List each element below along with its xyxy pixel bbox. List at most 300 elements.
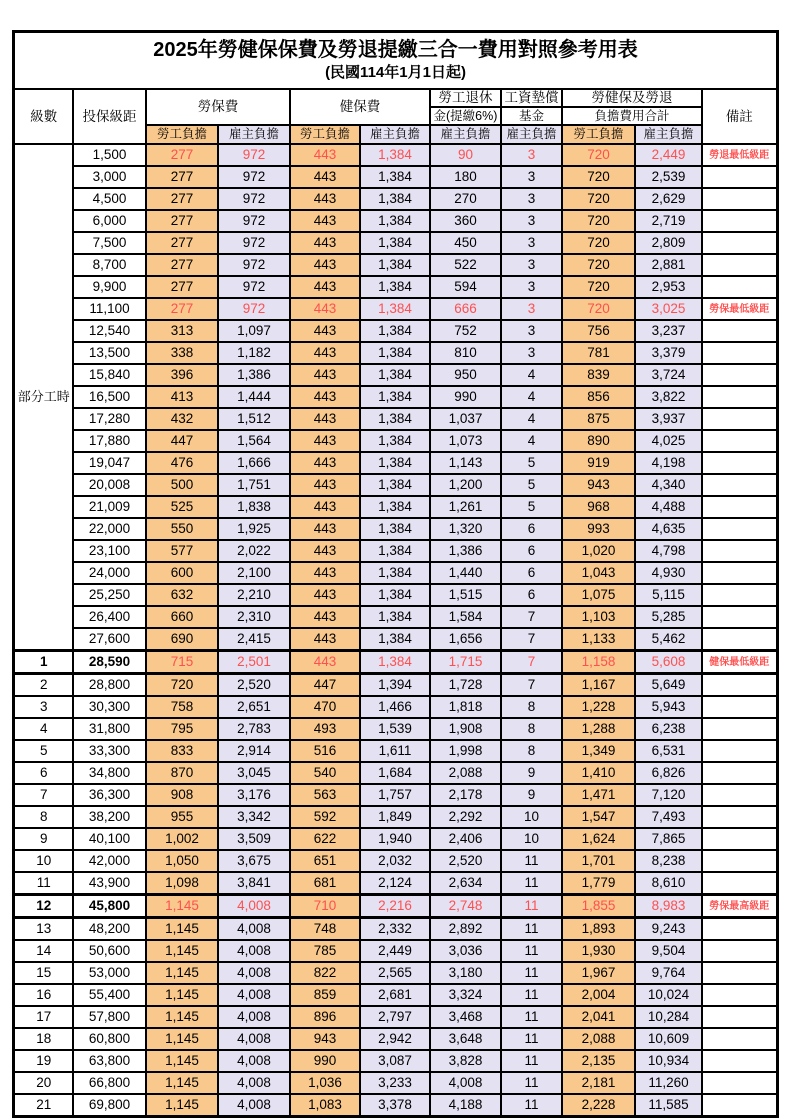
value-cell: 2,629 xyxy=(635,188,702,210)
value-cell: 11 xyxy=(501,1072,562,1094)
value-cell: 5,943 xyxy=(635,696,702,718)
value-cell: 413 xyxy=(146,386,218,408)
value-cell: 550 xyxy=(146,518,218,540)
table-row xyxy=(14,276,777,298)
remark-cell xyxy=(702,408,777,430)
remark-cell xyxy=(702,210,777,232)
value-cell: 1,384 xyxy=(360,166,430,188)
value-cell: 277 xyxy=(146,298,218,320)
bracket-cell: 63,800 xyxy=(73,1050,146,1072)
remark-cell xyxy=(702,584,777,606)
value-cell: 5 xyxy=(501,452,562,474)
value-cell: 1,624 xyxy=(562,828,635,850)
value-cell: 972 xyxy=(218,298,290,320)
bracket-cell: 55,400 xyxy=(73,984,146,1006)
value-cell: 9 xyxy=(501,784,562,806)
remark-cell xyxy=(702,806,777,828)
bracket-cell: 60,800 xyxy=(73,1028,146,1050)
bracket-cell: 43,900 xyxy=(73,872,146,895)
value-cell: 1,384 xyxy=(360,452,430,474)
value-cell: 1,384 xyxy=(360,144,430,166)
value-cell: 1,036 xyxy=(290,1072,360,1094)
table-row xyxy=(14,651,777,674)
value-cell: 950 xyxy=(430,364,501,386)
value-cell: 1,002 xyxy=(146,828,218,850)
level-cell: 3 xyxy=(14,696,73,718)
value-cell: 6,826 xyxy=(635,762,702,784)
value-cell: 856 xyxy=(562,386,635,408)
table-row xyxy=(14,342,777,364)
table-row xyxy=(14,984,777,1006)
value-cell: 443 xyxy=(290,254,360,276)
value-cell: 720 xyxy=(562,298,635,320)
value-cell: 1,073 xyxy=(430,430,501,452)
value-cell: 11 xyxy=(501,962,562,984)
level-cell: 7 xyxy=(14,784,73,806)
value-cell: 990 xyxy=(430,386,501,408)
value-cell: 4 xyxy=(501,386,562,408)
value-cell: 1,145 xyxy=(146,918,218,941)
remark-cell xyxy=(702,496,777,518)
table-row xyxy=(14,496,777,518)
table-row xyxy=(14,254,777,276)
value-cell: 1,666 xyxy=(218,452,290,474)
remark-cell xyxy=(702,784,777,806)
value-cell: 443 xyxy=(290,408,360,430)
value-cell: 2,748 xyxy=(430,895,501,918)
value-cell: 11 xyxy=(501,918,562,941)
value-cell: 1,043 xyxy=(562,562,635,584)
value-cell: 1,444 xyxy=(218,386,290,408)
value-cell: 1,908 xyxy=(430,718,501,740)
bracket-cell: 25,250 xyxy=(73,584,146,606)
col-header-pension-line2: 金(提繳6%) xyxy=(430,107,501,125)
value-cell: 1,384 xyxy=(360,210,430,232)
value-cell: 943 xyxy=(562,474,635,496)
value-cell: 1,394 xyxy=(360,674,430,697)
value-cell: 443 xyxy=(290,452,360,474)
bracket-cell: 3,000 xyxy=(73,166,146,188)
value-cell: 9 xyxy=(501,762,562,784)
value-cell: 180 xyxy=(430,166,501,188)
table-row xyxy=(14,628,777,651)
value-cell: 360 xyxy=(430,210,501,232)
value-cell: 1,410 xyxy=(562,762,635,784)
value-cell: 2,634 xyxy=(430,872,501,895)
value-cell: 1,818 xyxy=(430,696,501,718)
value-cell: 4,008 xyxy=(218,962,290,984)
subheader-pension-employer: 雇主負擔 xyxy=(430,125,501,144)
value-cell: 4 xyxy=(501,430,562,452)
value-cell: 1,145 xyxy=(146,1006,218,1028)
col-header-pension-line1: 勞工退休 xyxy=(430,89,501,107)
remark-cell: 勞保最高級距 xyxy=(702,895,777,918)
value-cell: 3 xyxy=(501,232,562,254)
value-cell: 3 xyxy=(501,298,562,320)
level-cell: 5 xyxy=(14,740,73,762)
value-cell: 5,462 xyxy=(635,628,702,651)
table-row xyxy=(14,210,777,232)
value-cell: 7,493 xyxy=(635,806,702,828)
value-cell: 3,045 xyxy=(218,762,290,784)
value-cell: 10 xyxy=(501,828,562,850)
value-cell: 720 xyxy=(562,276,635,298)
remark-cell xyxy=(702,940,777,962)
value-cell: 522 xyxy=(430,254,501,276)
value-cell: 2,520 xyxy=(218,674,290,697)
value-cell: 1,288 xyxy=(562,718,635,740)
value-cell: 1,384 xyxy=(360,408,430,430)
value-cell: 313 xyxy=(146,320,218,342)
col-header-fund-line2: 基金 xyxy=(501,107,562,125)
value-cell: 2,041 xyxy=(562,1006,635,1028)
col-header-remark: 備註 xyxy=(702,89,777,144)
value-cell: 270 xyxy=(430,188,501,210)
value-cell: 2,032 xyxy=(360,850,430,872)
level-cell: 1 xyxy=(14,651,73,674)
value-cell: 3 xyxy=(501,166,562,188)
bracket-cell: 45,800 xyxy=(73,895,146,918)
value-cell: 1,145 xyxy=(146,1050,218,1072)
value-cell: 2,181 xyxy=(562,1072,635,1094)
value-cell: 2,310 xyxy=(218,606,290,628)
value-cell: 972 xyxy=(218,254,290,276)
value-cell: 7,120 xyxy=(635,784,702,806)
level-cell: 14 xyxy=(14,940,73,962)
value-cell: 1,855 xyxy=(562,895,635,918)
remark-cell xyxy=(702,962,777,984)
value-cell: 476 xyxy=(146,452,218,474)
bracket-cell: 13,500 xyxy=(73,342,146,364)
bracket-cell: 50,600 xyxy=(73,940,146,962)
value-cell: 1,097 xyxy=(218,320,290,342)
value-cell: 990 xyxy=(290,1050,360,1072)
value-cell: 2,124 xyxy=(360,872,430,895)
value-cell: 10,284 xyxy=(635,1006,702,1028)
table-row xyxy=(14,364,777,386)
value-cell: 9,243 xyxy=(635,918,702,941)
bracket-cell: 30,300 xyxy=(73,696,146,718)
value-cell: 11,260 xyxy=(635,1072,702,1094)
value-cell: 8 xyxy=(501,696,562,718)
value-cell: 277 xyxy=(146,188,218,210)
value-cell: 443 xyxy=(290,210,360,232)
bracket-cell: 66,800 xyxy=(73,1072,146,1094)
bracket-cell: 21,009 xyxy=(73,496,146,518)
value-cell: 1,075 xyxy=(562,584,635,606)
value-cell: 1,145 xyxy=(146,984,218,1006)
value-cell: 1,940 xyxy=(360,828,430,850)
value-cell: 795 xyxy=(146,718,218,740)
col-header-total-line2: 負擔費用合計 xyxy=(562,107,702,125)
bracket-cell: 26,400 xyxy=(73,606,146,628)
table-row xyxy=(14,918,777,941)
level-cell: 12 xyxy=(14,895,73,918)
value-cell: 810 xyxy=(430,342,501,364)
remark-cell xyxy=(702,474,777,496)
value-cell: 4,008 xyxy=(218,1050,290,1072)
value-cell: 1,539 xyxy=(360,718,430,740)
remark-cell: 勞保最低級距 xyxy=(702,298,777,320)
value-cell: 443 xyxy=(290,430,360,452)
value-cell: 443 xyxy=(290,562,360,584)
value-cell: 2,415 xyxy=(218,628,290,651)
value-cell: 1,384 xyxy=(360,320,430,342)
table-row xyxy=(14,940,777,962)
value-cell: 896 xyxy=(290,1006,360,1028)
bracket-cell: 4,500 xyxy=(73,188,146,210)
remark-cell xyxy=(702,518,777,540)
value-cell: 277 xyxy=(146,166,218,188)
value-cell: 500 xyxy=(146,474,218,496)
bracket-cell: 19,047 xyxy=(73,452,146,474)
table-row xyxy=(14,584,777,606)
subheader-total-employee: 勞工負擔 xyxy=(562,125,635,144)
value-cell: 277 xyxy=(146,210,218,232)
value-cell: 1,145 xyxy=(146,1028,218,1050)
table-row xyxy=(14,386,777,408)
value-cell: 2,914 xyxy=(218,740,290,762)
value-cell: 1,656 xyxy=(430,628,501,651)
value-cell: 3,025 xyxy=(635,298,702,320)
value-cell: 2,022 xyxy=(218,540,290,562)
value-cell: 2,088 xyxy=(430,762,501,784)
value-cell: 8 xyxy=(501,718,562,740)
table-row xyxy=(14,1050,777,1072)
value-cell: 720 xyxy=(562,166,635,188)
value-cell: 10,609 xyxy=(635,1028,702,1050)
value-cell: 6,531 xyxy=(635,740,702,762)
value-cell: 443 xyxy=(290,276,360,298)
level-cell: 9 xyxy=(14,828,73,850)
table-row xyxy=(14,298,777,320)
value-cell: 3,822 xyxy=(635,386,702,408)
remark-cell xyxy=(702,918,777,941)
value-cell: 2,088 xyxy=(562,1028,635,1050)
value-cell: 3,233 xyxy=(360,1072,430,1094)
value-cell: 7 xyxy=(501,674,562,697)
value-cell: 1,384 xyxy=(360,584,430,606)
bracket-cell: 1,500 xyxy=(73,144,146,166)
value-cell: 11 xyxy=(501,1094,562,1117)
table-row xyxy=(14,1072,777,1094)
remark-cell xyxy=(702,628,777,651)
table-row xyxy=(14,962,777,984)
table-row xyxy=(14,696,777,718)
value-cell: 1,158 xyxy=(562,651,635,674)
value-cell: 443 xyxy=(290,298,360,320)
value-cell: 1,349 xyxy=(562,740,635,762)
value-cell: 1,145 xyxy=(146,940,218,962)
value-cell: 2,520 xyxy=(430,850,501,872)
remark-cell xyxy=(702,674,777,697)
value-cell: 1,611 xyxy=(360,740,430,762)
value-cell: 720 xyxy=(562,188,635,210)
value-cell: 2,449 xyxy=(635,144,702,166)
value-cell: 8,983 xyxy=(635,895,702,918)
bracket-cell: 20,008 xyxy=(73,474,146,496)
value-cell: 7 xyxy=(501,606,562,628)
value-cell: 1,466 xyxy=(360,696,430,718)
value-cell: 2,501 xyxy=(218,651,290,674)
bracket-cell: 40,100 xyxy=(73,828,146,850)
value-cell: 1,715 xyxy=(430,651,501,674)
bracket-cell: 33,300 xyxy=(73,740,146,762)
value-cell: 2,539 xyxy=(635,166,702,188)
level-cell: 16 xyxy=(14,984,73,1006)
value-cell: 1,384 xyxy=(360,386,430,408)
bracket-cell: 11,100 xyxy=(73,298,146,320)
value-cell: 756 xyxy=(562,320,635,342)
value-cell: 993 xyxy=(562,518,635,540)
value-cell: 3 xyxy=(501,210,562,232)
value-cell: 972 xyxy=(218,210,290,232)
level-cell: 2 xyxy=(14,674,73,697)
premium-reference-table xyxy=(12,30,778,1118)
value-cell: 443 xyxy=(290,628,360,651)
value-cell: 4,008 xyxy=(218,1006,290,1028)
value-cell: 563 xyxy=(290,784,360,806)
bracket-cell: 23,100 xyxy=(73,540,146,562)
table-row xyxy=(14,430,777,452)
value-cell: 651 xyxy=(290,850,360,872)
bracket-cell: 57,800 xyxy=(73,1006,146,1028)
table-title-block xyxy=(14,32,777,90)
value-cell: 7 xyxy=(501,651,562,674)
value-cell: 1,384 xyxy=(360,298,430,320)
value-cell: 1,384 xyxy=(360,496,430,518)
value-cell: 432 xyxy=(146,408,218,430)
value-cell: 1,386 xyxy=(430,540,501,562)
value-cell: 1,145 xyxy=(146,962,218,984)
value-cell: 781 xyxy=(562,342,635,364)
value-cell: 4,008 xyxy=(218,1028,290,1050)
value-cell: 443 xyxy=(290,188,360,210)
remark-cell xyxy=(702,540,777,562)
value-cell: 5,115 xyxy=(635,584,702,606)
level-cell: 15 xyxy=(14,962,73,984)
bracket-cell: 34,800 xyxy=(73,762,146,784)
value-cell: 2,178 xyxy=(430,784,501,806)
table-row xyxy=(14,518,777,540)
value-cell: 2,681 xyxy=(360,984,430,1006)
table-row xyxy=(14,895,777,918)
remark-cell xyxy=(702,718,777,740)
value-cell: 1,384 xyxy=(360,518,430,540)
table-row xyxy=(14,540,777,562)
bracket-cell: 8,700 xyxy=(73,254,146,276)
value-cell: 4,008 xyxy=(218,1072,290,1094)
value-cell: 681 xyxy=(290,872,360,895)
value-cell: 4 xyxy=(501,364,562,386)
value-cell: 2,406 xyxy=(430,828,501,850)
value-cell: 972 xyxy=(218,188,290,210)
value-cell: 3,180 xyxy=(430,962,501,984)
value-cell: 2,892 xyxy=(430,918,501,941)
bracket-cell: 7,500 xyxy=(73,232,146,254)
subheader-total-employer: 雇主負擔 xyxy=(635,125,702,144)
table-body xyxy=(14,144,777,1117)
remark-cell xyxy=(702,606,777,628)
value-cell: 5,285 xyxy=(635,606,702,628)
value-cell: 1,145 xyxy=(146,1094,218,1117)
table-row xyxy=(14,320,777,342)
value-cell: 2,332 xyxy=(360,918,430,941)
col-header-bracket: 投保級距 xyxy=(73,89,146,144)
value-cell: 758 xyxy=(146,696,218,718)
level-cell: 4 xyxy=(14,718,73,740)
value-cell: 277 xyxy=(146,254,218,276)
value-cell: 1,037 xyxy=(430,408,501,430)
value-cell: 2,809 xyxy=(635,232,702,254)
table-row xyxy=(14,1028,777,1050)
value-cell: 443 xyxy=(290,364,360,386)
value-cell: 955 xyxy=(146,806,218,828)
remark-cell xyxy=(702,1006,777,1028)
value-cell: 4,008 xyxy=(218,918,290,941)
value-cell: 972 xyxy=(218,166,290,188)
value-cell: 4,198 xyxy=(635,452,702,474)
value-cell: 1,103 xyxy=(562,606,635,628)
table-row xyxy=(14,166,777,188)
value-cell: 2,719 xyxy=(635,210,702,232)
value-cell: 443 xyxy=(290,386,360,408)
value-cell: 4,008 xyxy=(218,1094,290,1117)
value-cell: 277 xyxy=(146,232,218,254)
table-row xyxy=(14,606,777,628)
value-cell: 4 xyxy=(501,408,562,430)
title-row xyxy=(14,32,777,90)
value-cell: 1,757 xyxy=(360,784,430,806)
value-cell: 839 xyxy=(562,364,635,386)
bracket-cell: 12,540 xyxy=(73,320,146,342)
value-cell: 1,849 xyxy=(360,806,430,828)
value-cell: 1,384 xyxy=(360,430,430,452)
value-cell: 443 xyxy=(290,166,360,188)
value-cell: 8,610 xyxy=(635,872,702,895)
remark-cell xyxy=(702,762,777,784)
value-cell: 516 xyxy=(290,740,360,762)
value-cell: 470 xyxy=(290,696,360,718)
bracket-cell: 24,000 xyxy=(73,562,146,584)
remark-cell xyxy=(702,276,777,298)
value-cell: 3 xyxy=(501,276,562,298)
value-cell: 90 xyxy=(430,144,501,166)
value-cell: 6 xyxy=(501,562,562,584)
value-cell: 1,261 xyxy=(430,496,501,518)
value-cell: 447 xyxy=(146,430,218,452)
value-cell: 6,238 xyxy=(635,718,702,740)
value-cell: 1,384 xyxy=(360,342,430,364)
bracket-cell: 17,880 xyxy=(73,430,146,452)
value-cell: 1,200 xyxy=(430,474,501,496)
value-cell: 443 xyxy=(290,496,360,518)
col-header-total-line1: 勞健保及勞退 xyxy=(562,89,702,107)
value-cell: 1,050 xyxy=(146,850,218,872)
remark-cell xyxy=(702,1072,777,1094)
header-row-group-top xyxy=(14,89,777,107)
value-cell: 1,384 xyxy=(360,276,430,298)
value-cell: 1,020 xyxy=(562,540,635,562)
value-cell: 3,087 xyxy=(360,1050,430,1072)
level-cell: 13 xyxy=(14,918,73,941)
value-cell: 577 xyxy=(146,540,218,562)
value-cell: 785 xyxy=(290,940,360,962)
bracket-cell: 69,800 xyxy=(73,1094,146,1117)
bracket-cell: 16,500 xyxy=(73,386,146,408)
value-cell: 443 xyxy=(290,606,360,628)
value-cell: 1,838 xyxy=(218,496,290,518)
